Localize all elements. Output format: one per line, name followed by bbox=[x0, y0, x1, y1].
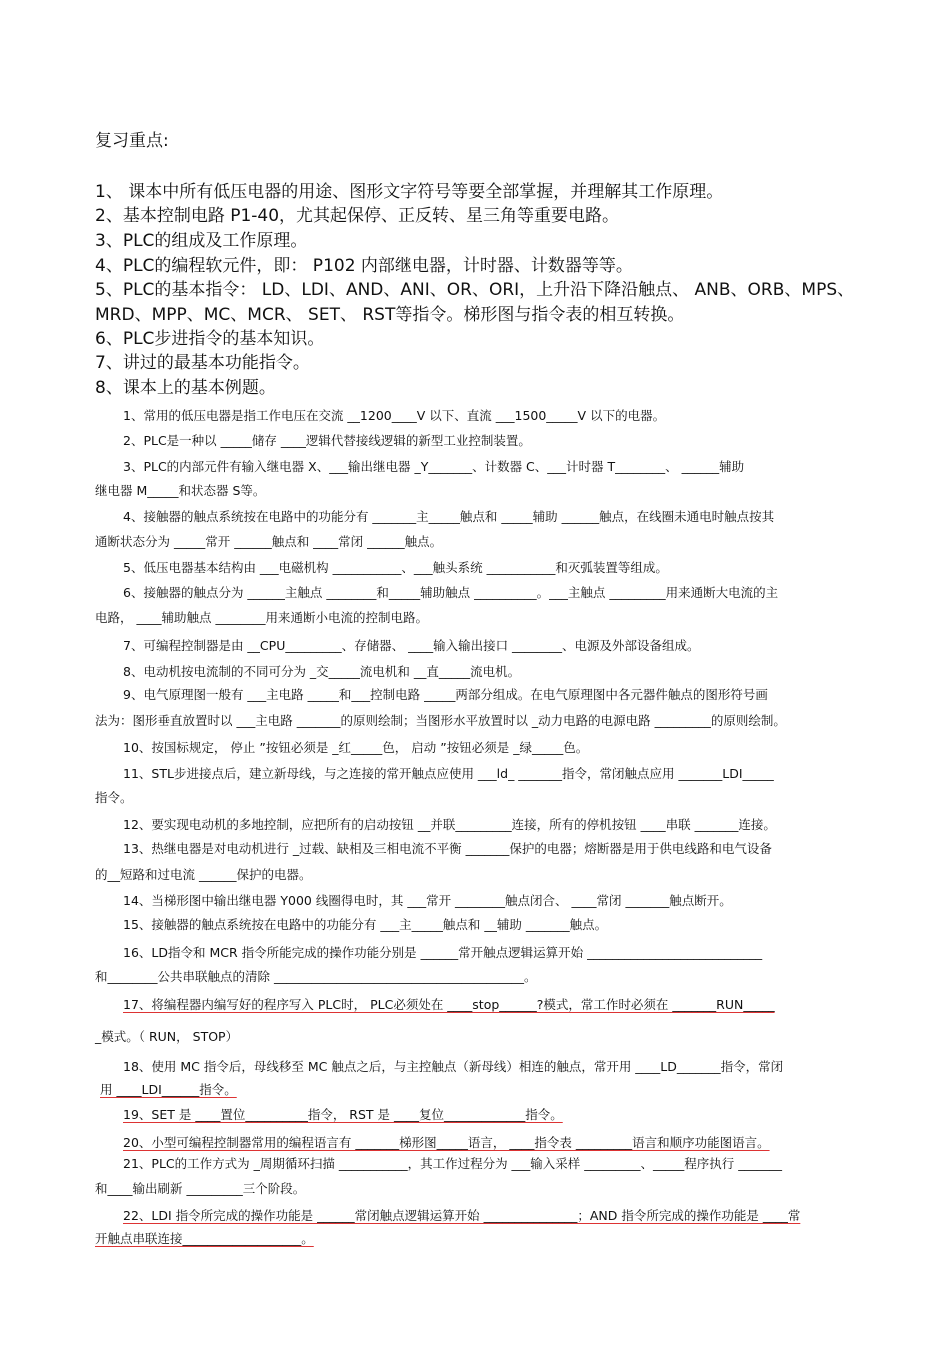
question-11: 11、STL步进接点后，建立新母线，与之连接的常开触点应使用 ___ld_ _______指令，常闭触点应用 _______LDI_____ bbox=[123, 766, 774, 781]
point-5-cont: MRD、MPP、MC、MCR、 SET、 RST等指令。梯形图与指令表的相互转换。 bbox=[95, 305, 685, 325]
question-13: 13、热继电器是对电动机进行 _过载、缺相及三相电流不平衡 _______保护的电器；熔断器是用于供电线路和电气设备 bbox=[123, 841, 772, 856]
point-2: 2、基本控制电路 P1-40，尤其起保停、正反转、星三角等重要电路。 bbox=[95, 206, 620, 226]
question-19: 19、SET 是 ____置位__________指令， RST 是 ____复位_____________指令。 bbox=[123, 1107, 563, 1122]
question-10: 10、按国标规定， 停止 ”按钮必须是 _红_____色， 启动 ”按钮必须是 _绿_____色。 bbox=[123, 740, 589, 755]
question-6: 6、接触器的触点分为 ______主触点 ________和_____辅助触点 __________。___主触点 _________用来通断大电流的主 bbox=[123, 585, 779, 600]
question-7: 7、可编程控制器是由 __CPU_________、存储器、 ____输入输出接口 ________、电源及外部设备组成。 bbox=[123, 638, 700, 653]
point-8: 8、课本上的基本例题。 bbox=[95, 378, 276, 398]
question-4-cont: 通断状态分为 _____常开 ______触点和 ____常闭 ______触点。 bbox=[95, 534, 443, 549]
question-8: 8、电动机按电流制的不同可分为 _交_____流电机和 __直_____流电机。 bbox=[123, 664, 521, 679]
question-4: 4、接触器的触点系统按在电路中的功能分有 _______主_____触点和 _____辅助 ______触点，在线圈未通电时触点按其 bbox=[123, 509, 775, 524]
question-16-cont: 和________公共串联触点的清除 ________________________________________。 bbox=[95, 969, 537, 984]
question-6-cont: 电路， ____辅助触点 ________用来通断小电流的控制电路。 bbox=[95, 610, 428, 625]
question-22: 22、LDI 指令所完成的操作功能是 ______常闭触点逻辑运算开始 _______________；AND 指令所完成的操作功能是 ____常 bbox=[123, 1208, 801, 1223]
point-6: 6、PLC步进指令的基本知识。 bbox=[95, 329, 325, 349]
question-9-cont: 法为：图形垂直放置时以 ___主电路 _______的原则绘制；当图形水平放置时以 _动力电路的电源电路 _________的原则绘制。 bbox=[95, 713, 786, 728]
point-5: 5、PLC的基本指令： LD、LDI、AND、ANI、OR、ORI，上升沿下降沿触点、 ANB、ORB、MPS、 bbox=[95, 280, 855, 300]
question-9: 9、电气原理图一般有 ___主电路 _____和___控制电路 _____两部分组成。在电气原理图中各元器件触点的图形符号画 bbox=[123, 687, 768, 702]
question-3: 3、PLC的内部元件有输入继电器 X、___输出继电器 _Y_______、计数器 C、___计时器 T________、 ______辅助 bbox=[123, 459, 745, 474]
question-15: 15、接触器的触点系统按在电路中的功能分有 ___主_____触点和 __辅助 _______触点。 bbox=[123, 917, 608, 932]
question-12: 12、要实现电动机的多地控制，应把所有的启动按钮 __并联_________连接，所有的停机按钮 ____串联 _______连接。 bbox=[123, 817, 776, 832]
question-1: 1、常用的低压电器是指工作电压在交流 __1200____V 以下、直流 ___1500_____V 以下的电器。 bbox=[123, 408, 666, 423]
question-16: 16、LD指令和 MCR 指令所能完成的操作功能分别是 ______常开触点逻辑运算开始 ____________________________ bbox=[123, 945, 763, 960]
question-17: 17、将编程器内编写好的程序写入 PLC时， PLC必须处在 ____stop______?模式，常工作时必须在 _______RUN_____ bbox=[123, 997, 775, 1012]
question-13-cont: 的__短路和过电流 ______保护的电器。 bbox=[95, 867, 312, 882]
question-20: 20、小型可编程控制器常用的编程语言有 _______梯形图_____语言， ____指令表 _________语言和顺序功能图语言。 bbox=[123, 1135, 770, 1150]
question-3-cont: 继电器 M_____和状态器 S等。 bbox=[95, 483, 266, 498]
question-17-cont: _模式。（ RUN， STOP） bbox=[95, 1029, 239, 1044]
question-21-cont: 和____输出刷新 _________三个阶段。 bbox=[95, 1181, 306, 1196]
question-2: 2、PLC是一种以 _____储存 ____逻辑代替接线逻辑的新型工业控制装置。 bbox=[123, 433, 531, 448]
question-21: 21、PLC的工作方式为 _周期循环扫描 ___________，其工作过程分为 ___输入采样 _________、_____程序执行 _______ bbox=[123, 1156, 783, 1171]
question-5: 5、低压电器基本结构由 ___电磁机构 ___________、___触头系统 ___________和灭弧装置等组成。 bbox=[123, 560, 668, 575]
question-11-cont: 指令。 bbox=[95, 790, 133, 805]
question-22-cont: 开触点串联连接___________________。 bbox=[95, 1231, 314, 1246]
point-7: 7、讲过的最基本功能指令。 bbox=[95, 353, 310, 373]
question-18: 18、使用 MC 指令后，母线移至 MC 触点之后，与主控触点（新母线）相连的触点，常开用 ____LD_______指令，常闭 bbox=[123, 1059, 784, 1074]
point-4: 4、PLC的编程软元件，即： P102 内部继电器，计时器、计数器等等。 bbox=[95, 256, 633, 276]
question-18-cont: 用 ____LDI______指令。 bbox=[100, 1082, 237, 1097]
point-1: 1、 课本中所有低压电器的用途、图形文字符号等要全部掌握，并理解其工作原理。 bbox=[95, 182, 724, 202]
point-3: 3、PLC的组成及工作原理。 bbox=[95, 231, 308, 251]
question-14: 14、当梯形图中输出继电器 Y000 线圈得电时，其 ___常开 ________触点闭合、 ____常闭 _______触点断开。 bbox=[123, 893, 732, 908]
page-title: 复习重点: bbox=[95, 131, 169, 151]
